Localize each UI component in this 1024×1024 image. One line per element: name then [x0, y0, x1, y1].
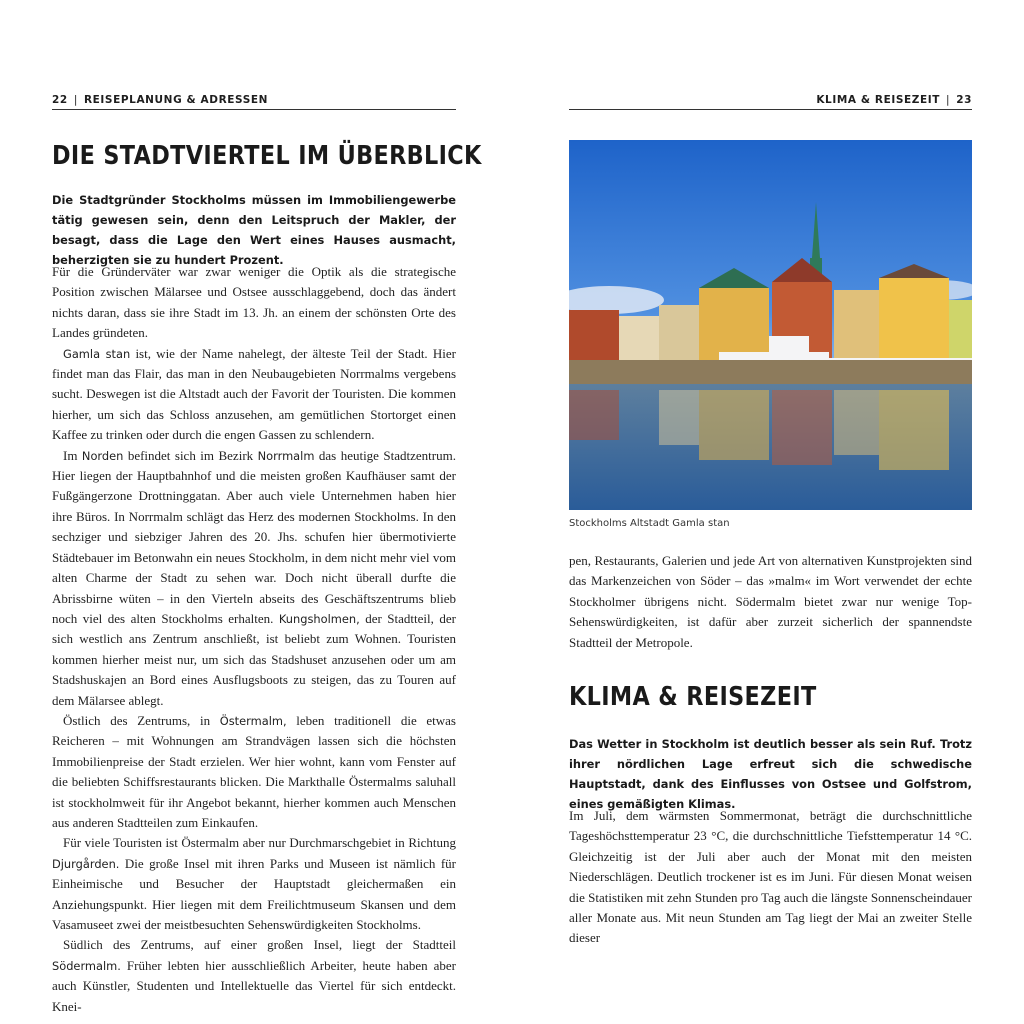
- paragraph: [52, 344, 456, 446]
- separator: |: [73, 94, 78, 106]
- paragraph-text: Im: [63, 447, 82, 463]
- paragraph-text: Südlich des Zentrums, auf einer großen Insel, liegt der Stadtteil: [63, 937, 456, 953]
- paragraph-text: Für viele Touristen ist Östermalm aber nur Durchmarschgebiet in Richtung: [63, 835, 456, 851]
- paragraph-text: ist, wie der Name nahelegt, der älteste Teil der Stadt. Hier findet man das Flair, das man in den Neubaugebieten Norrmalms vergebens sucht. Deswegen ist die Altstadt auch der Favorit der Touristen. Die kommen hierher, um sich das Schloss anzusehen, am gemütlichen Stortorget einen Kaffee zu trinken oder durch die engen Gassen zu schlendern.: [52, 345, 456, 443]
- right-page: [569, 0, 972, 1024]
- keyword: Gamla stan: [63, 346, 131, 361]
- paragraph-text: Die große Insel mit ihren Parks und Museen ist nämlich für Einheimische und Besucher der Hauptstadt gleichermaßen ein Anziehungspunkt. Hier liegen mit dem Freilichtmuseum Skansen und dem Vasamuseet zwei der meistbesuchten Sehenswürdigkeiten Stockholms.: [52, 855, 456, 932]
- continuation-text: [569, 551, 972, 653]
- paragraph-text: befindet sich im Bezirk: [123, 447, 258, 463]
- paragraph: [52, 446, 456, 711]
- page-number-right: 23: [956, 94, 972, 106]
- paragraph: pen, Restaurants, Galerien und jede Art von alternativen Kunstprojekten sind das Markenzeichen von Söder – das »malm« im Wort verwendet der echte Stockholmer übrigens nicht. Södermalm bietet zwar nur wenige Top-Sehenswürdigkeiten, ist dafür aber zurzeit sicherlich der spannendste Stadtteil der Metropole.: [569, 553, 972, 650]
- body-text-left: [52, 262, 456, 1017]
- photo-caption: Stockholms Altstadt Gamla stan: [569, 518, 730, 529]
- keyword: Djurgården.: [52, 856, 120, 871]
- lead-paragraph-right: Das Wetter in Stockholm ist deutlich besser als sein Ruf. Trotz ihrer nördlichen Lage erfreut sich die schwedische Hauptstadt, dank des Einflusses von Ostsee und Golfstrom, eines gemäßigten Klimas.: [569, 737, 972, 811]
- section-label-right: KLIMA & REISEZEIT: [816, 94, 941, 106]
- left-page: [52, 0, 482, 1024]
- chapter-title-right: KLIMA & REISEZEIT: [569, 682, 817, 712]
- photo-illustration: [569, 140, 972, 510]
- paragraph-text: Früher lebten hier ausschließlich Arbeiter, heute haben aber auch Künstler, Studenten und Intellektuelle das Viertel für sich entdeckt. Knei-: [52, 957, 456, 1014]
- keyword: Norden: [81, 448, 124, 463]
- keyword: Östermalm,: [219, 713, 287, 728]
- keyword: Norrmalm: [257, 448, 315, 463]
- paragraph: Für die Gründerväter war zwar weniger die Optik als die strategische Position zwischen Mälarsee und Ostsee ausschlaggebend, doch das ändert nichts daran, dass sie ihre Stadt im 13. Jh. an einem der schönsten Orte des Landes gründeten.: [52, 264, 456, 341]
- body-text-right: [569, 806, 972, 949]
- paragraph-text: das heutige Stadtzentrum. Hier liegen der Hauptbahnhof und die meisten großen Kaufhäuser samt der Fußgängerzone Drottninggatan. Aber auch viele Unternehmen haben hier ihre Büros. In Norrmalm schlägt das Herz des modernen Stockholms. In den sechziger und siebziger Jahren des 20. Jhs. schufen hier übermotivierte Städtebauer im Betonwahn ein neues Stockholm, in dem nicht mehr viel vom alten Charme der Stadt zu sehen war. Doch nicht überall durfte die Abrissbirne wüten – in den Vierteln abseits des Geschäftszentrums blieb noch viel des alten Stockholms erhalten.: [52, 447, 456, 626]
- paragraph-text: leben traditionell die etwas Reicheren – mit Wohnungen am Strandvägen lassen sich die höchsten Immobilienpreise der Stadt erzielen. Wer hier wohnt, kann vom Fenster auf die beliebten Schiffsrestaurants blicken. Die Markthalle Östermalms saluhall ist stockholmweit für ihr Angebot bekannt, hierher kommen auch Menschen aus anderen Stadtteilen zum Einkaufen.: [52, 712, 456, 830]
- separator: |: [946, 94, 951, 106]
- gamla-stan-photo: [569, 140, 972, 510]
- chapter-title-left: DIE STADTVIERTEL IM ÜBERBLICK: [52, 141, 482, 171]
- paragraph: [52, 711, 456, 833]
- running-head-right: [569, 94, 972, 110]
- paragraph: [52, 833, 456, 935]
- keyword: Kungsholmen,: [278, 611, 360, 626]
- paragraph-text: Östlich des Zentrums, in: [63, 712, 220, 728]
- paragraph: Im Juli, dem wärmsten Sommermonat, beträgt die durchschnittliche Tageshöchsttemperatur 23 °C, die durchschnittliche Tiefsttemperatur 14 °C. Gleichzeitig ist der Juli aber auch der Monat mit den meisten Niederschlägen. Deutlich trockener ist es im Juni. Für diesen Monat weisen die Statistiken mit zehn Stunden pro Tag auch die längste Sonnenscheindauer aller Monate aus. Mit neun Stunden am Tag liegt der Mai an zweiter Stelle dieser: [569, 808, 972, 946]
- paragraph: [52, 935, 456, 1017]
- keyword: Södermalm.: [52, 958, 121, 973]
- lead-paragraph-left: Die Stadtgründer Stockholms müssen im Immobiliengewerbe tätig gewesen sein, denn den Leitspruch der Makler, der besagt, dass die Lage den Wert eines Hauses ausmacht, beherzigten sie zu hundert Prozent.: [52, 193, 456, 267]
- section-label-left: REISEPLANUNG & ADRESSEN: [83, 94, 269, 106]
- page-number-left: 22: [52, 94, 68, 106]
- running-head-left: [52, 94, 456, 110]
- paragraph-text: der Stadtteil, der sich westlich ans Zentrum anschließt, ist beliebt zum Wohnen. Touristen kommen hierher meist nur, um sich das Stadshuset anzusehen oder um am Stadshuskajen an Bord eines Ausflugsboots zu steigen, das zu Touren auf dem Mälarsee ablegt.: [52, 610, 456, 708]
